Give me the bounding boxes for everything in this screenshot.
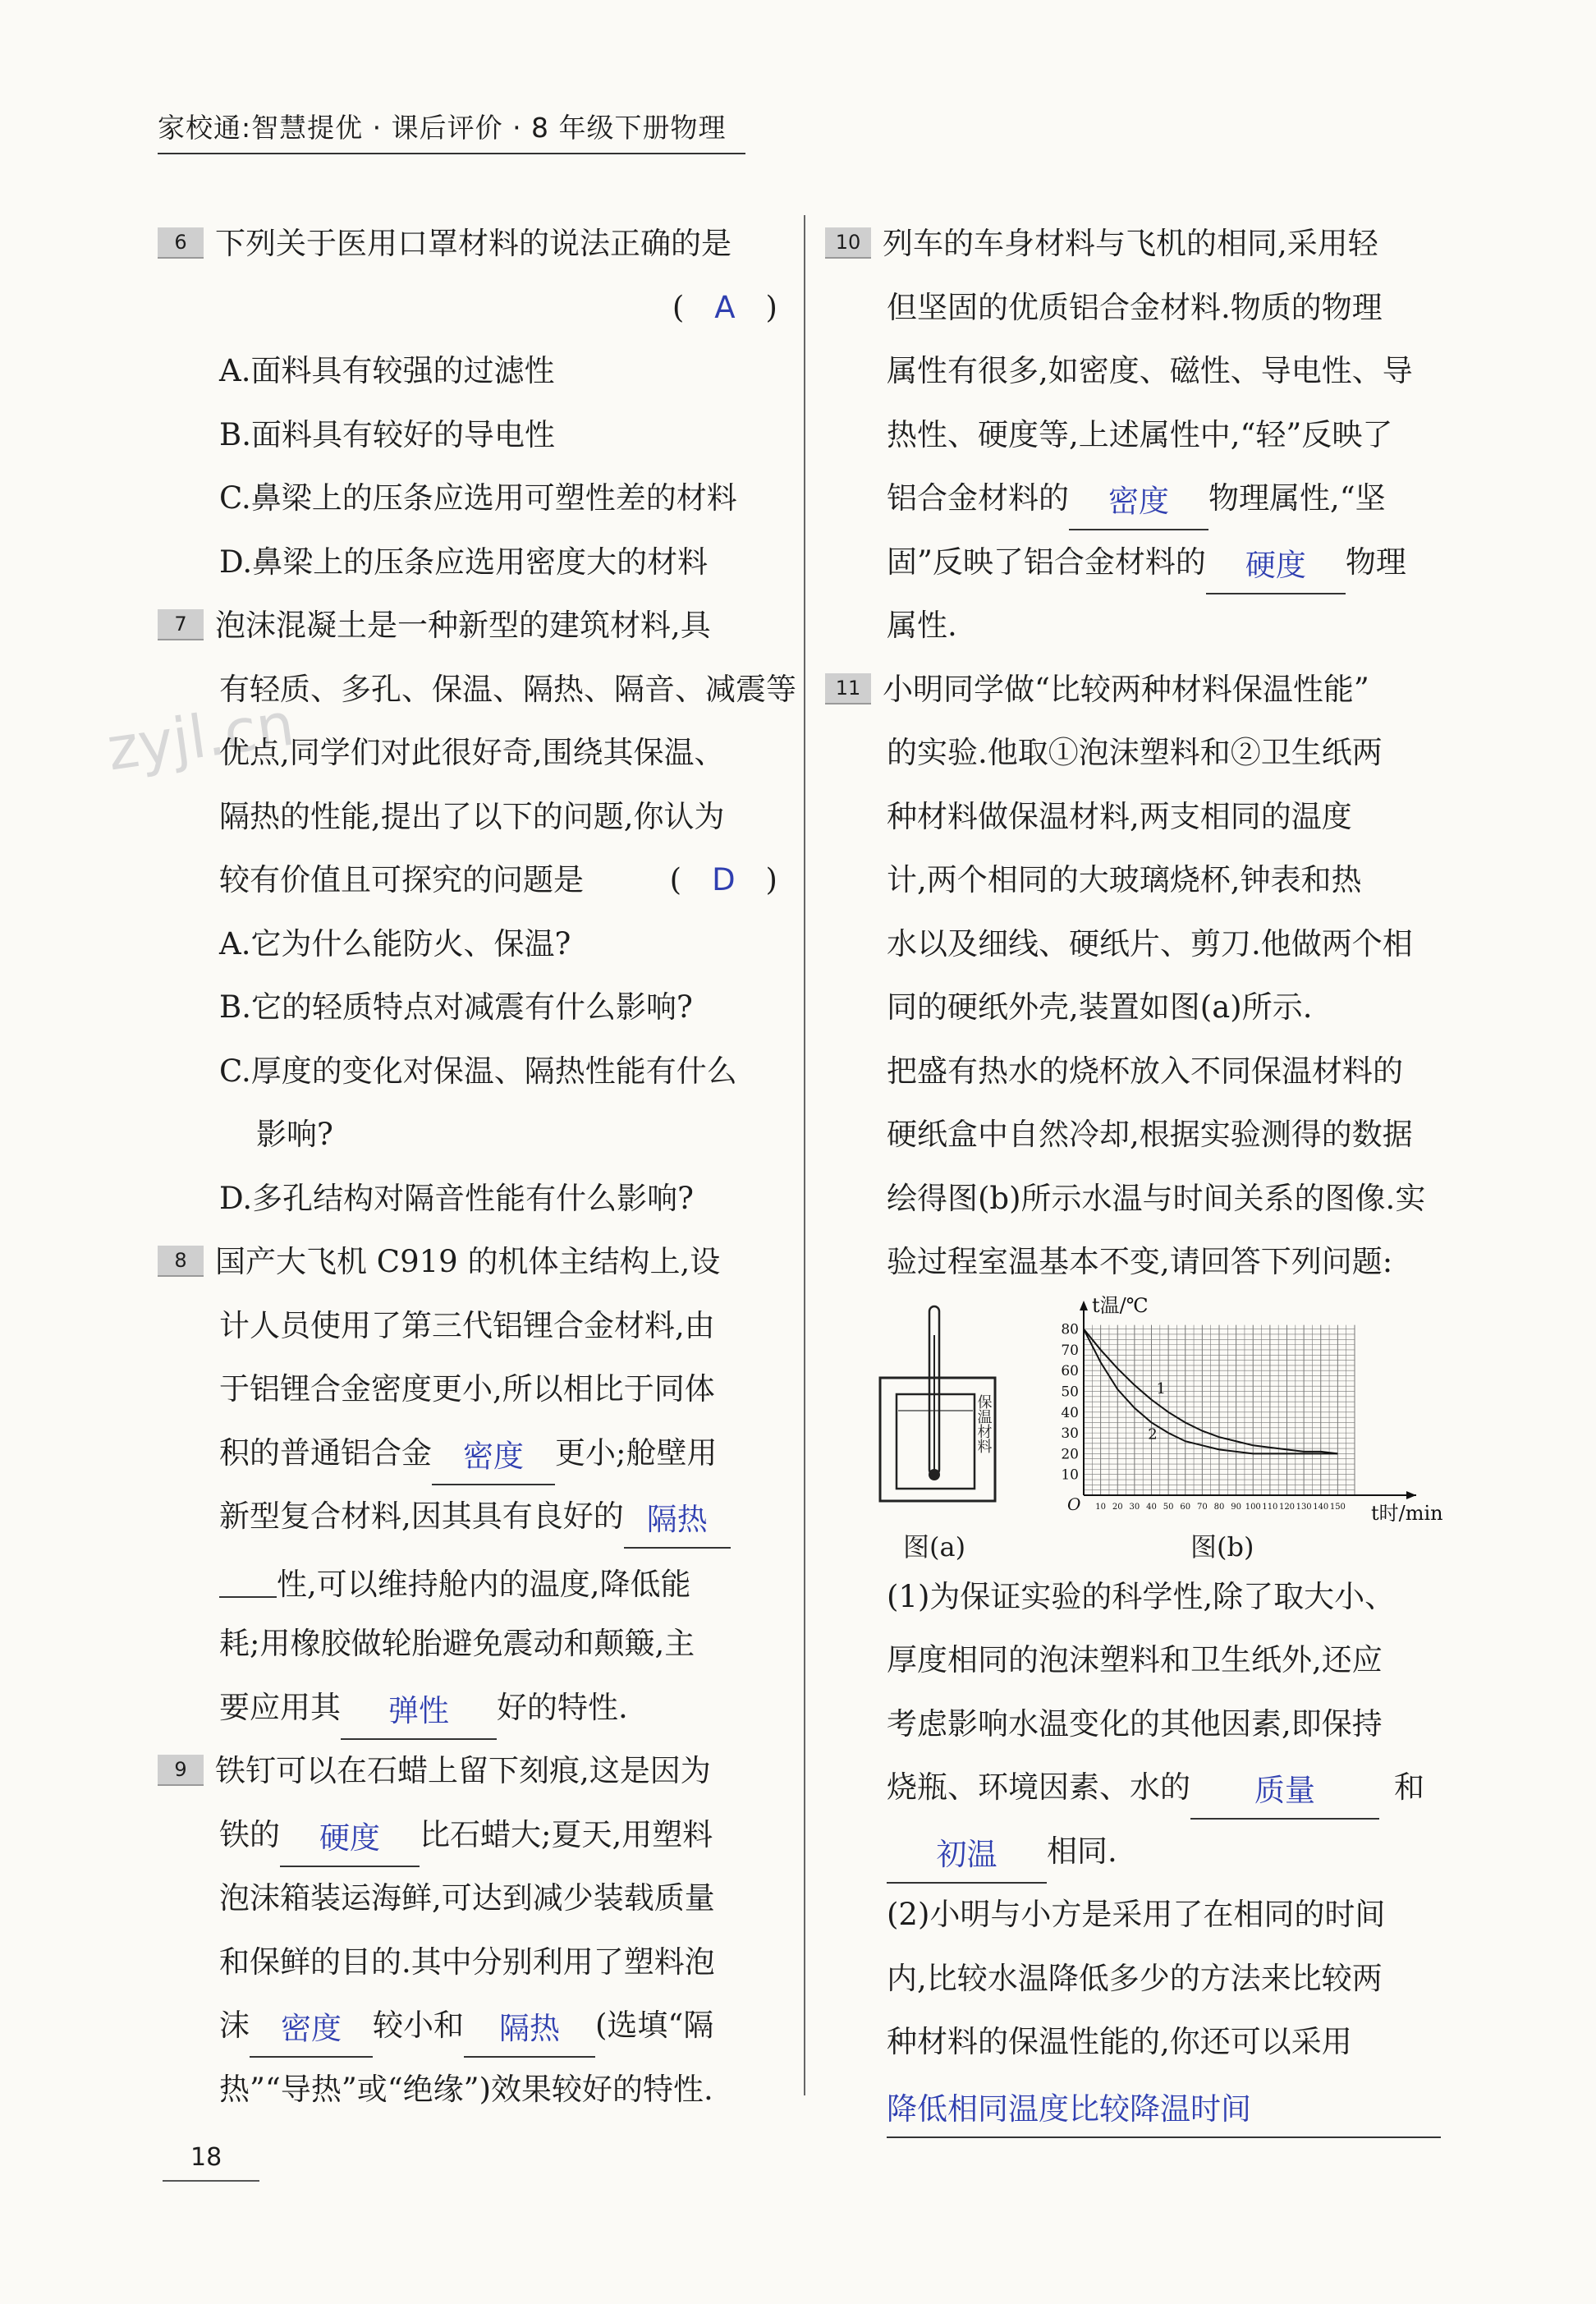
x-tick-label: 70 <box>1197 1502 1208 1512</box>
q8-line-2: 计人员使用了第三代铝锂合金材料,由 <box>219 1307 715 1343</box>
q7-option-a: A.它为什么能防火、保温? <box>219 925 571 962</box>
q11-p2-1: (2)小明与小方是采用了在相同的时间 <box>887 1897 1386 1932</box>
q9-text-5a: 沫 <box>219 2008 250 2043</box>
q8-blank-2-cont <box>219 1549 277 1598</box>
q11-para2-1: 把盛有热水的烧杯放入不同保温材料的 <box>887 1053 1403 1089</box>
watermark: zyjl.cn <box>103 689 299 784</box>
q7-stem-5-line <box>158 848 777 912</box>
x-tick-label: 30 <box>1129 1502 1140 1512</box>
q7-option-c-cont: 影响? <box>256 1117 333 1152</box>
x-tick-label: 60 <box>1180 1502 1191 1512</box>
page-rule <box>163 2180 259 2182</box>
y-tick-label: 40 <box>1061 1404 1079 1421</box>
q10-line-6 <box>825 530 1449 594</box>
q6-answer-paren: ( A ) <box>672 289 777 325</box>
q6-stem: 下列关于医用口罩材料的说法正确的是 <box>215 226 732 261</box>
q7-answer-paren: ( D ) <box>669 862 777 897</box>
q11-p2-3: 种材料的保温性能的,你还可以采用 <box>887 2024 1352 2059</box>
q10-text-6a: 固”反映了铝合金材料的 <box>887 544 1206 580</box>
q8-blank-1[interactable]: 密度 <box>432 1436 555 1485</box>
q8-line-5 <box>158 1485 777 1549</box>
q9-blank-1[interactable]: 硬度 <box>280 1818 420 1867</box>
q8-blank-3[interactable]: 弹性 <box>341 1691 497 1740</box>
q6-answer-line <box>158 276 777 340</box>
origin-label: O <box>1067 1494 1081 1514</box>
q11-para2-2: 硬纸盒中自然冷却,根据实验测得的数据 <box>887 1117 1413 1152</box>
q10-line-4: 热性、硬度等,上述属性中,“轻”反映了 <box>887 416 1393 452</box>
q9-line-3: 泡沫箱装运海鲜,可达到减少装载质量 <box>219 1880 715 1916</box>
q9-number-badge: 9 <box>158 1755 204 1786</box>
q9-line-4: 和保鲜的目的.其中分别利用了塑料泡 <box>219 1944 715 1980</box>
q11-p1-1: (1)为保证实验的科学性,除了取大小、 <box>887 1578 1396 1614</box>
figure-b-caption: 图(b) <box>1190 1531 1254 1563</box>
q10-line-5 <box>825 466 1449 530</box>
q6-option-d: D.鼻梁上的压条应选用密度大的材料 <box>219 544 709 580</box>
y-tick-label: 60 <box>1061 1362 1079 1379</box>
left-column <box>158 212 796 2121</box>
q11-p2-2: 内,比较水温降低多少的方法来比较两 <box>887 1960 1383 1996</box>
x-tick-label: 20 <box>1112 1502 1123 1512</box>
q8-text-6: 性,可以维持舱内的温度,降低能 <box>277 1566 691 1602</box>
q10-line-3: 属性有很多,如密度、磁性、导电性、导 <box>887 353 1413 388</box>
q11-p1-4 <box>825 1756 1449 1820</box>
x-tick-label: 120 <box>1278 1502 1296 1512</box>
chart-axes <box>1080 1301 1416 1499</box>
q11-number-badge: 11 <box>825 673 871 705</box>
q8-blank-2[interactable]: 隔热 <box>624 1499 731 1549</box>
x-tick-label: 50 <box>1163 1502 1174 1512</box>
q7-number-badge: 7 <box>158 609 204 640</box>
q9-text-2a: 铁的 <box>219 1816 280 1852</box>
y-axis-label: t温/℃ <box>1092 1293 1149 1317</box>
column-divider <box>804 215 805 2095</box>
q11-p1-2: 厚度相同的泡沫塑料和卫生纸外,还应 <box>887 1642 1383 1678</box>
q10-number-badge: 10 <box>825 227 871 259</box>
q11-p1-text-4a: 烧瓶、环境因素、水的 <box>887 1769 1190 1805</box>
q11-blank-3[interactable]: 降低相同温度比较降温时间 <box>887 2089 1441 2138</box>
x-tick-label: 90 <box>1231 1502 1241 1512</box>
q11-blank-1[interactable]: 质量 <box>1190 1770 1379 1820</box>
q8-text-4b: 更小;舱壁用 <box>555 1434 718 1471</box>
y-tick-label: 20 <box>1061 1445 1079 1462</box>
q9-text-2b: 比石蜡大;夏天,用塑料 <box>420 1816 713 1852</box>
x-tick-label: 110 <box>1262 1502 1278 1512</box>
x-tick-label: 140 <box>1313 1502 1329 1512</box>
y-tick-label: 50 <box>1061 1384 1079 1401</box>
q10-text-5a: 铝合金材料的 <box>887 480 1069 516</box>
x-tick-label: 130 <box>1296 1502 1312 1512</box>
q6-option-b: B.面料具有较好的导电性 <box>219 416 555 452</box>
q11-para2-3: 绘得图(b)所示水温与时间关系的图像.实 <box>887 1180 1426 1216</box>
q11-intro-6: 同的硬纸外壳,装置如图(a)所示. <box>887 989 1313 1025</box>
thermometer-bulb <box>929 1469 940 1480</box>
q8-text-1: 国产大飞机 C919 的机体主结构上,设 <box>215 1244 721 1279</box>
y-tick-label: 80 <box>1061 1321 1079 1338</box>
figure-a-caption: 图(a) <box>903 1531 966 1563</box>
page-number: 18 <box>190 2143 222 2172</box>
q9-blank-3[interactable]: 隔热 <box>464 2008 595 2058</box>
q11-blank-2[interactable]: 初温 <box>887 1834 1047 1884</box>
q10-line-1 <box>825 212 1449 276</box>
x-tick-label: 80 <box>1213 1502 1225 1512</box>
q9-line-2 <box>158 1803 777 1867</box>
q11-intro-4: 计,两个相同的大玻璃烧杯,钟表和热 <box>887 862 1362 897</box>
q8-line-6 <box>158 1549 777 1613</box>
q11-p2-4 <box>825 2074 1449 2138</box>
x-tick-label: 40 <box>1146 1502 1157 1512</box>
q6-option-c: C.鼻梁上的压条应选用可塑性差的材料 <box>219 480 737 516</box>
y-tick-label: 30 <box>1061 1425 1079 1442</box>
series-label-2: 2 <box>1148 1425 1158 1443</box>
q11-p1-text-5b: 相同. <box>1047 1833 1117 1869</box>
q11-intro-3: 种材料做保温材料,两支相同的温度 <box>887 798 1352 834</box>
q10-line-2: 但坚固的优质铝合金材料.物质的物理 <box>887 289 1383 325</box>
q7-stem-3: 优点,同学们对此很好奇,围绕其保温、 <box>219 735 725 770</box>
q9-text-5b: 较小和 <box>373 2008 464 2043</box>
q10-blank-2[interactable]: 硬度 <box>1206 545 1346 594</box>
q7-stem-1: 泡沫混凝土是一种新型的建筑材料,具 <box>215 608 711 643</box>
q11-line-1 <box>825 658 1449 722</box>
x-tick-label: 150 <box>1329 1502 1346 1512</box>
q7-answer: D <box>712 862 736 897</box>
q8-number-badge: 8 <box>158 1246 204 1277</box>
q8-text-8b: 好的特性. <box>497 1689 628 1725</box>
q8-line-4 <box>158 1421 777 1485</box>
series-label-1: 1 <box>1156 1379 1166 1398</box>
q8-text-4a: 积的普通铝合金 <box>219 1434 432 1471</box>
q7-option-d: D.多孔结构对隔音性能有什么影响? <box>219 1180 694 1216</box>
q7-stem-2: 有轻质、多孔、保温、隔热、隔音、减震等 <box>219 671 796 707</box>
q9-blank-2[interactable]: 密度 <box>250 2008 373 2058</box>
q11-intro-5: 水以及细线、硬纸片、剪刀.他做两个相 <box>887 925 1413 962</box>
q11-intro-2: 的实验.他取①泡沫塑料和②卫生纸两 <box>887 735 1383 770</box>
q8-text-5a: 新型复合材料,因其具有良好的 <box>219 1499 624 1534</box>
x-axis-arrow <box>1406 1491 1416 1499</box>
q7-option-c: C.厚度的变化对保温、隔热性能有什么 <box>219 1053 737 1089</box>
q6-option-a: A.面料具有较强的过滤性 <box>219 353 555 388</box>
q9-text-1: 铁钉可以在石蜡上留下刻痕,这是因为 <box>215 1753 711 1788</box>
q9-line-1 <box>158 1739 777 1803</box>
running-header: 家校通:智慧提优 · 课后评价 · 8 年级下册物理 <box>158 112 727 144</box>
insulation-material-label: 保温材料 <box>975 1393 993 1453</box>
q8-line-7: 耗;用橡胶做轮胎避免震动和颠簸,主 <box>219 1626 695 1661</box>
q8-line-8 <box>158 1676 777 1740</box>
q10-line-7: 属性. <box>887 608 957 643</box>
figure-b-chart <box>1034 1294 1445 1540</box>
q11-para2-4: 验过程室温基本不变,请回答下列问题: <box>887 1244 1393 1279</box>
y-axis-arrow <box>1080 1301 1088 1310</box>
chart-grid <box>1084 1324 1355 1494</box>
q8-line-3: 于铝锂合金密度更小,所以相比于同体 <box>219 1371 715 1407</box>
q11-intro-1: 小明同学做“比较两种材料保温性能” <box>883 671 1369 707</box>
y-tick-label: 10 <box>1061 1466 1079 1484</box>
q7-stem-5: 较有价值且可探究的问题是 <box>219 862 584 897</box>
q10-text-1: 列车的车身材料与飞机的相同,采用轻 <box>883 226 1378 261</box>
q11-p1-5 <box>825 1820 1449 1884</box>
right-column <box>825 212 1449 2137</box>
q8-line-1 <box>158 1230 777 1294</box>
q7-stem-line <box>158 594 777 658</box>
q11-p1-text-4b: 和 <box>1394 1769 1424 1805</box>
q6-stem-line <box>158 212 777 276</box>
q6-number-badge: 6 <box>158 227 204 259</box>
q8-text-8a: 要应用其 <box>219 1689 341 1725</box>
q7-stem-4: 隔热的性能,提出了以下的问题,你认为 <box>219 798 725 834</box>
q11-figures <box>825 1294 1449 1565</box>
y-tick-label: 70 <box>1061 1342 1079 1359</box>
figure-a-apparatus <box>878 1302 1018 1516</box>
x-tick-label: 10 <box>1095 1502 1106 1512</box>
q9-line-6: 热”“导热”或“绝缘”)效果较好的特性. <box>219 2071 713 2107</box>
q9-line-5 <box>158 1994 777 2058</box>
q10-blank-1[interactable]: 密度 <box>1069 481 1208 530</box>
x-tick-label: 100 <box>1245 1502 1261 1512</box>
q6-answer: A <box>714 289 736 325</box>
header-rule <box>158 153 745 154</box>
q10-text-5b: 物理属性,“坚 <box>1208 480 1386 516</box>
q11-p1-3: 考虑影响水温变化的其他因素,即保持 <box>887 1705 1383 1742</box>
q7-option-b: B.它的轻质特点对减震有什么影响? <box>219 989 693 1025</box>
q9-text-5c: (选填“隔 <box>595 2008 714 2043</box>
q10-text-6b: 物理 <box>1345 544 1406 580</box>
x-axis-label: t时/min <box>1371 1501 1443 1525</box>
